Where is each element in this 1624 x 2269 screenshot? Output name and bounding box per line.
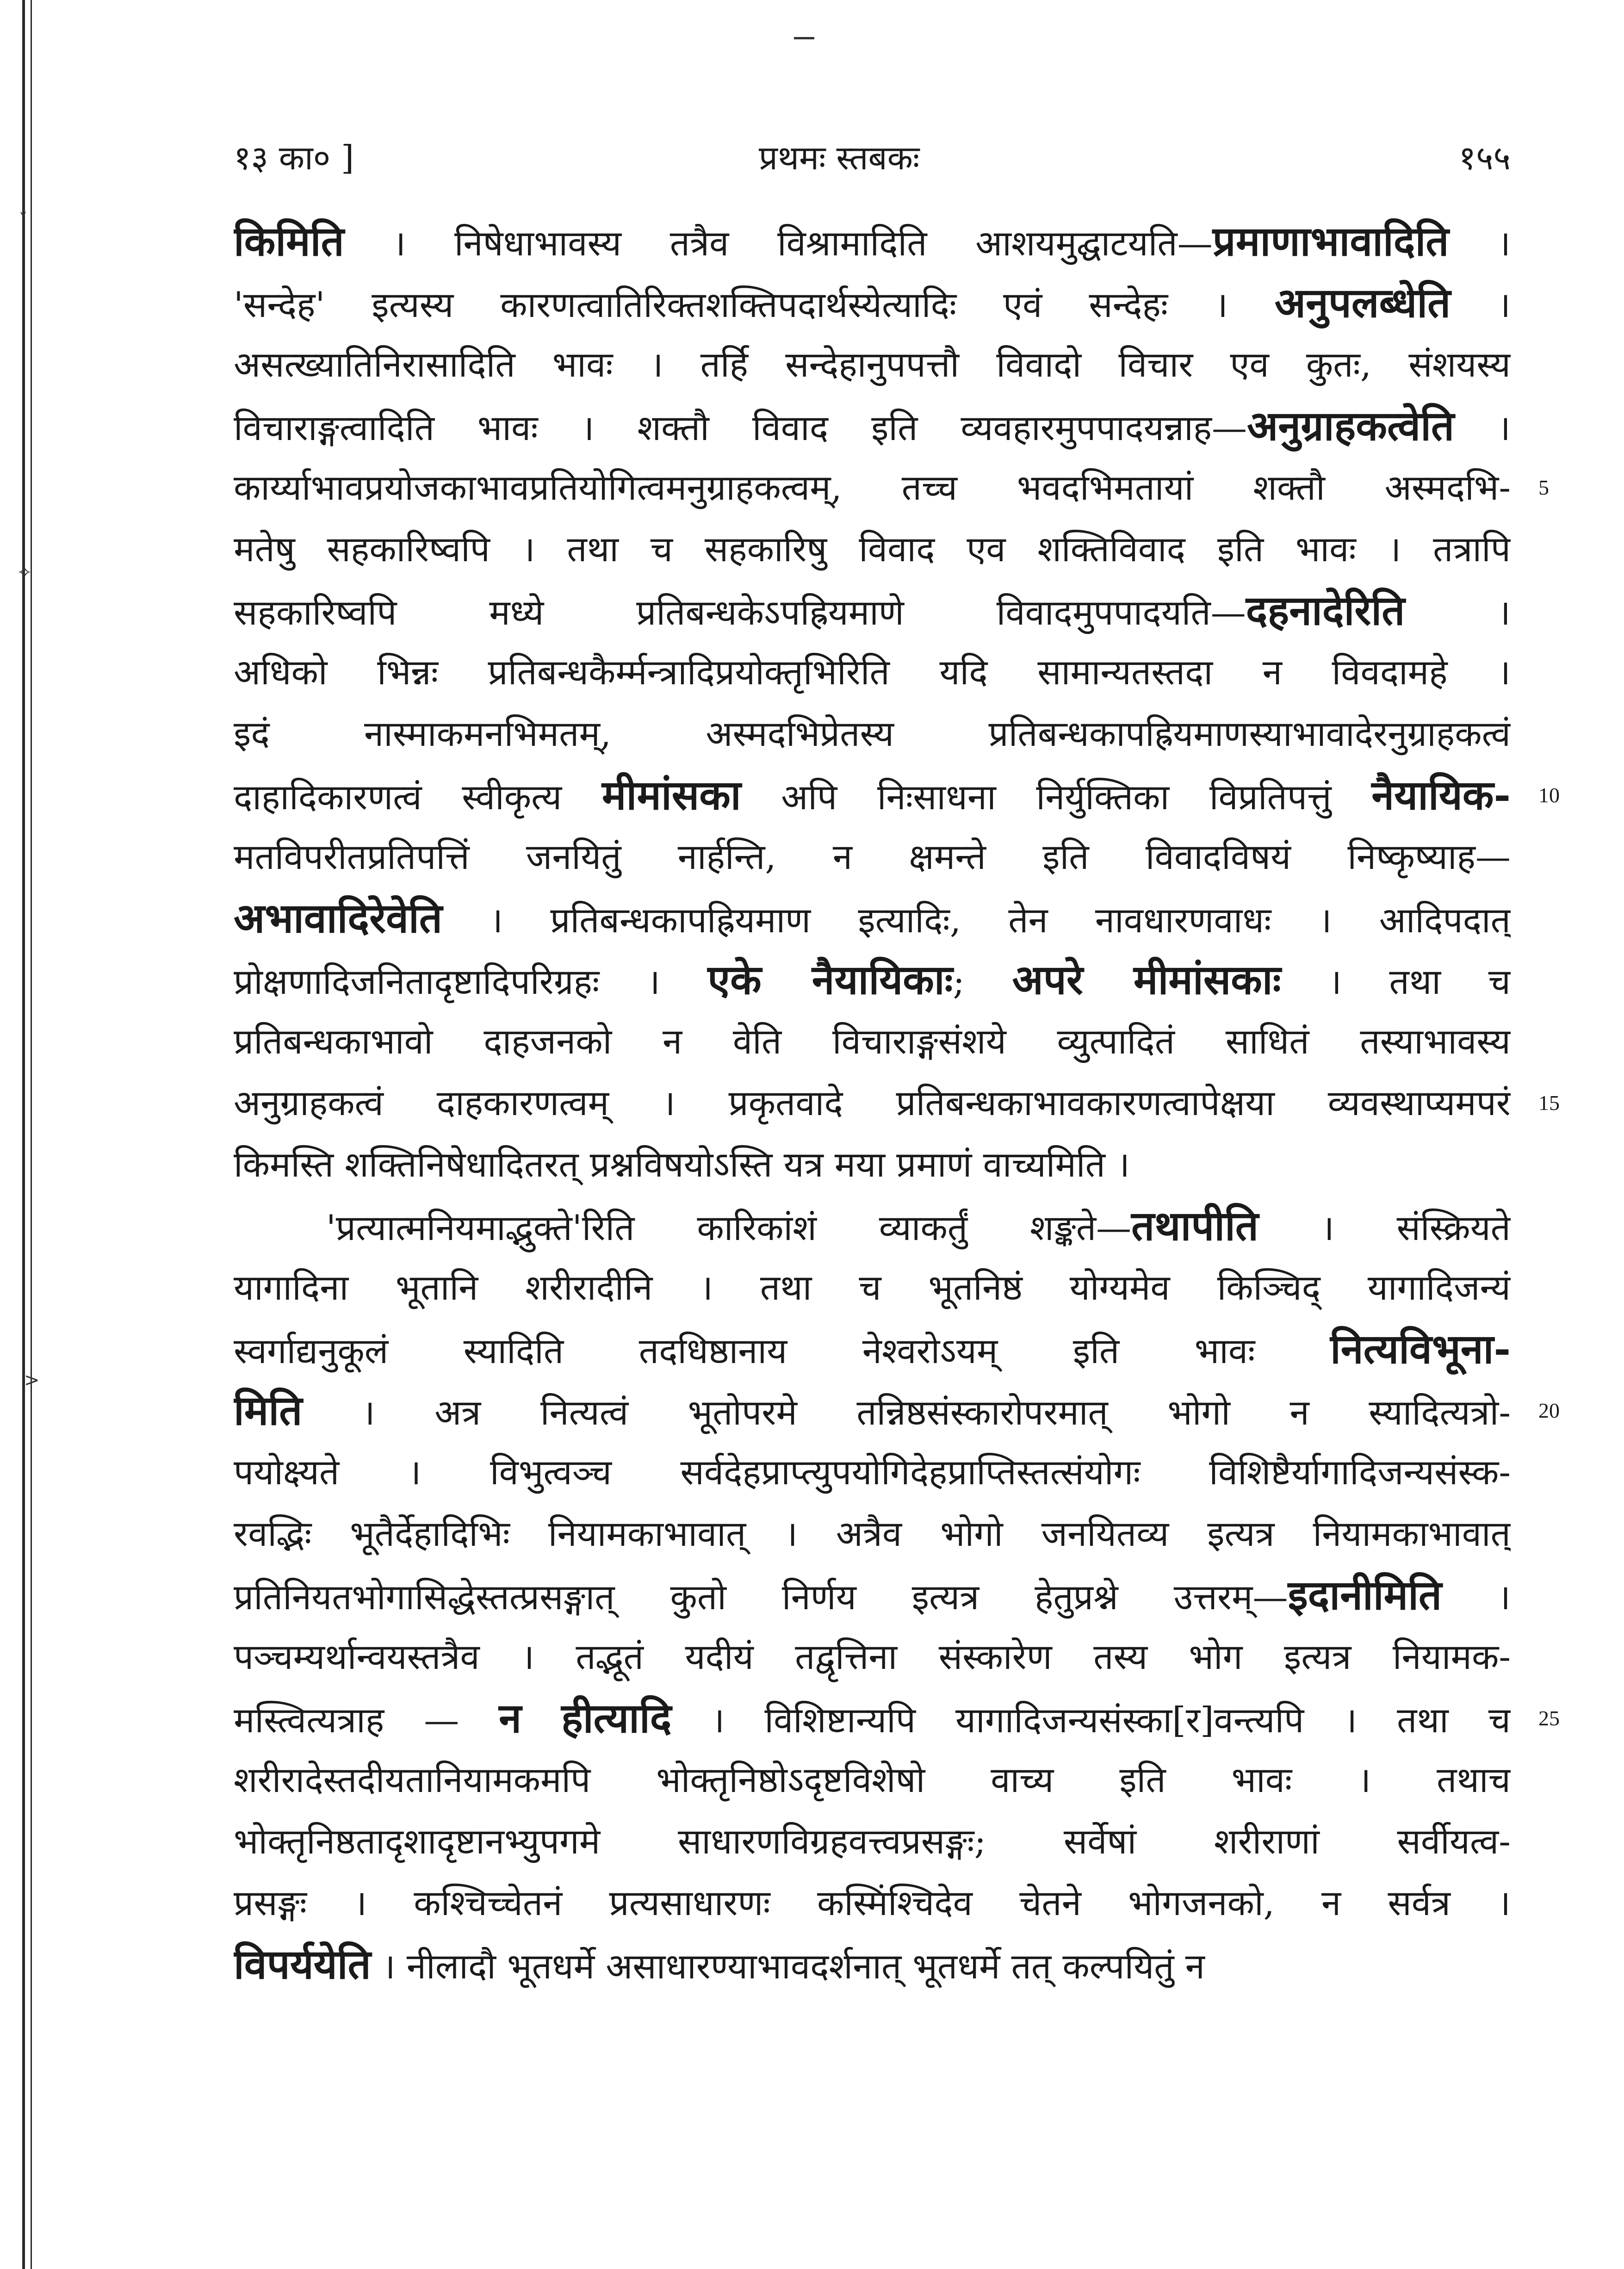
- text-span: अनुग्राहकत्वं दाहकारणत्वम् । प्रकृतवादे प्रतिबन्धकाभावकारणत्वापेक्षया व्यवस्थाप्यमपरं: [234, 1082, 1511, 1123]
- text-line: [234, 1810, 1511, 1872]
- text-span: । संस्क्रियते: [1258, 1207, 1511, 1248]
- text-span: पञ्चम्यर्थान्वयस्तत्रैव । तद्भूतं यदीयं तद्वृत्तिना संस्कारेण तस्य भोग इत्यत्र नियामक-: [234, 1636, 1511, 1677]
- text-span: मस्त्वित्यत्राह —: [234, 1699, 499, 1741]
- text-span: विचाराङ्गत्वादिति भावः । शक्तौ विवाद इति व्यवहारमुपपादयन्नाह—: [234, 407, 1247, 448]
- text-span: ।: [1442, 1576, 1511, 1618]
- text-line: [234, 887, 1511, 949]
- text-line: [234, 1503, 1511, 1564]
- margin-mark: ˇ: [19, 211, 28, 232]
- text-span: अपि निःसाधना निर्युक्तिका विप्रतिपत्तुं: [741, 776, 1372, 818]
- text-span: । विशिष्टान्यपि यागादिजन्यसंस्का[र]वन्त्यपि । तथा च: [671, 1699, 1511, 1741]
- margin-line-number: 15: [1538, 1091, 1560, 1115]
- text-line: [234, 949, 1511, 1011]
- text-span: रवद्भिः भूतैर्देहादिभिः नियामकाभावात् । अत्रैव भोगो जनयितव्य इत्यत्र नियामकाभावात्: [234, 1513, 1511, 1554]
- text-span: मतेषु सहकारिष्वपि । तथा च सहकारिषु विवाद एव शक्तिविवाद इति भावः । तत्रापि: [234, 528, 1511, 570]
- bold-term: नैयायिक-: [1371, 771, 1511, 819]
- bold-term: अभावादिरेवेति: [234, 894, 443, 942]
- margin-line-number: 25: [1538, 1706, 1560, 1730]
- text-line: [234, 826, 1511, 887]
- text-span: 'प्रत्यात्मनियमाद्भुक्ते'रिति कारिकांशं व्याकर्तुं शङ्कते—: [326, 1207, 1132, 1248]
- text-line: [234, 1749, 1511, 1810]
- bold-term: इदानीमिति: [1288, 1571, 1442, 1619]
- text-span: मतविपरीतप्रतिपत्तिं जनयितुं नार्हन्ति, न क्षमन्ते इति विवादविषयं निष्कृष्याह—: [234, 836, 1511, 877]
- text-line: [234, 334, 1511, 395]
- margin-mark: ✧: [17, 562, 32, 583]
- bold-term: हीत्यादि: [561, 1694, 672, 1742]
- text-line: [234, 1626, 1511, 1687]
- bold-term: एके नैयायिकाः: [707, 955, 953, 1004]
- text-line: [234, 395, 1511, 457]
- bold-term: न: [499, 1694, 522, 1742]
- text-line: [234, 1380, 1511, 1441]
- text-span: स्वर्गाद्यनुकूलं स्यादिति तदधिष्ठानाय नेश्वरोऽयम् इति भावः: [234, 1330, 1331, 1371]
- text-span: पयोक्ष्यते । विभुत्वञ्च सर्वदेहप्राप्त्युपयोगिदेहप्राप्तिस्तत्संयोगः विशिष्टैर्यागादिजन्यसंस्क-: [234, 1451, 1511, 1493]
- text-line: [234, 1318, 1511, 1380]
- text-line: [234, 211, 1511, 272]
- text-line: [234, 1687, 1511, 1749]
- bold-term: नित्यविभूना-: [1330, 1325, 1511, 1373]
- text-line: [234, 457, 1511, 518]
- bold-term: मिति: [234, 1386, 303, 1434]
- margin-line-number: 10: [1538, 783, 1560, 807]
- text-span: प्रतिनियतभोगासिद्धेस्तत्प्रसङ्गात् कुतो निर्णय इत्यत्र हेतुप्रश्ने उत्तरम्—: [234, 1576, 1288, 1618]
- text-span: प्रोक्षणादिजनितादृष्टादिपरिग्रहः ।: [234, 961, 708, 1002]
- bold-term: प्रमाणाभावादिति: [1212, 217, 1449, 265]
- text-span: अधिको भिन्नः प्रतिबन्धकैर्म्मन्त्रादिप्रयोक्तृभिरिति यदि सामान्यतस्तदा न विवदामहे ।: [234, 651, 1511, 693]
- body-text: [234, 211, 1511, 1995]
- text-span: कार्य्याभावप्रयोजकाभावप्रतियोगित्वमनुग्राहकत्वम्, तच्च भवदभिमतायां शक्तौ अस्मदभि-: [234, 467, 1511, 508]
- text-line: [234, 1441, 1511, 1503]
- text-span: ;: [953, 961, 1012, 1002]
- text-span: यागादिना भूतानि शरीरादीनि । तथा च भूतनिष्ठं योग्यमेव किञ्चिद् यागादिजन्यं: [234, 1267, 1511, 1308]
- text-line: [234, 580, 1511, 641]
- bold-term: अपरे मीमांसकाः: [1012, 955, 1281, 1004]
- text-line: [234, 1934, 1511, 1995]
- bold-term: दहनादेरिति: [1246, 586, 1405, 634]
- text-line: [234, 703, 1511, 764]
- bold-term: अनुपलब्धेति: [1274, 279, 1451, 327]
- bold-term: अनुग्राहकत्वेति: [1247, 402, 1455, 450]
- text-span: सहकारिष्वपि मध्ये प्रतिबन्धकेऽपह्रियमाणे विवादमुपपादयति—: [234, 592, 1246, 633]
- text-span: प्रसङ्गः । कश्चिच्चेतनं प्रत्यसाधारणः कस्मिंश्चिदेव चेतने भोगजनको, न सर्वत्र ।: [234, 1882, 1511, 1923]
- chapter-title: प्रथमः स्तबकः: [759, 138, 920, 177]
- text-line: [234, 272, 1511, 334]
- text-span: । निषेधाभावस्य तत्रैव विश्रामादिति आशयमुद्घाटयति—: [344, 223, 1213, 264]
- top-dash-mark: [794, 37, 814, 39]
- text-line: [234, 1072, 1511, 1134]
- text-span: [521, 1699, 561, 1741]
- text-line: [234, 1195, 1511, 1257]
- page-edge-left-inner: [31, 0, 32, 2269]
- text-span: । अत्र नित्यत्वं भूतोपरमे तन्निष्ठसंस्कारोपरमात् भोगो न स्यादित्यत्रो-: [302, 1392, 1511, 1433]
- section-reference: १३ का० ]: [234, 138, 354, 177]
- text-line: [234, 1011, 1511, 1072]
- text-span: ।: [1454, 407, 1511, 448]
- page-edge-left: [22, 0, 25, 2269]
- text-span: प्रतिबन्धकाभावो दाहजनको न वेति विचाराङ्गसंशये व्युत्पादितं साधितं तस्याभावस्य: [234, 1021, 1511, 1062]
- text-span: इदं नास्माकमनभिमतम्, अस्मदभिप्रेतस्य प्रतिबन्धकापह्रियमाणस्याभावादेरनुग्राहकत्वं: [234, 713, 1511, 754]
- text-span: ।: [1449, 223, 1511, 264]
- running-header: [234, 134, 1511, 190]
- margin-mark: >: [24, 1370, 40, 1391]
- text-line: [234, 1134, 1511, 1195]
- text-line: [234, 641, 1511, 703]
- margin-line-number: 5: [1538, 476, 1549, 499]
- text-span: ।: [1405, 592, 1511, 633]
- text-span: भोक्तृनिष्ठतादृशादृष्टानभ्युपगमे साधारणविग्रहवत्त्वप्रसङ्गः; सर्वेषां शरीराणां सर्वीयत्व-: [234, 1821, 1511, 1862]
- text-line: [234, 1872, 1511, 1934]
- text-span: दाहादिकारणत्वं स्वीकृत्य: [234, 776, 602, 818]
- page-number: १५५: [1458, 138, 1511, 177]
- text-span: शरीरादेस्तदीयतानियामकमपि भोक्तृनिष्ठोऽदृष्टविशेषो वाच्य इति भावः । तथाच: [234, 1759, 1511, 1800]
- text-span: ।: [1450, 284, 1511, 325]
- bold-term: किमिति: [234, 217, 344, 265]
- text-span: । प्रतिबन्धकापह्रियमाण इत्यादिः, तेन नावधारणवाधः । आदिपदात्: [442, 899, 1511, 941]
- text-line: [234, 1257, 1511, 1318]
- margin-line-number: 20: [1538, 1399, 1560, 1422]
- bold-term: विपर्ययेति: [234, 1940, 371, 1988]
- bold-term: मीमांसका: [601, 771, 741, 819]
- text-line: [234, 764, 1511, 826]
- text-span: 'सन्देह' इत्यस्य कारणत्वातिरिक्तशक्तिपदार्थस्येत्यादिः एवं सन्देहः ।: [234, 284, 1275, 325]
- text-span: असत्ख्यातिनिरासादिति भावः । तर्हि सन्देहानुपपत्तौ विवादो विचार एव कुतः, संशयस्य: [234, 344, 1511, 385]
- text-span: किमस्ति शक्तिनिषेधादितरत् प्रश्नविषयोऽस्ति यत्र मया प्रमाणं वाच्यमिति ।: [234, 1144, 1130, 1185]
- text-span: । नीलादौ भूतधर्मे असाधारण्याभावदर्शनात् भूतधर्मे तत् कल्पयितुं न: [371, 1946, 1205, 1987]
- text-span: । तथा च: [1281, 961, 1511, 1002]
- text-line: [234, 518, 1511, 580]
- text-line: [234, 1564, 1511, 1626]
- bold-term: तथापीति: [1131, 1202, 1259, 1250]
